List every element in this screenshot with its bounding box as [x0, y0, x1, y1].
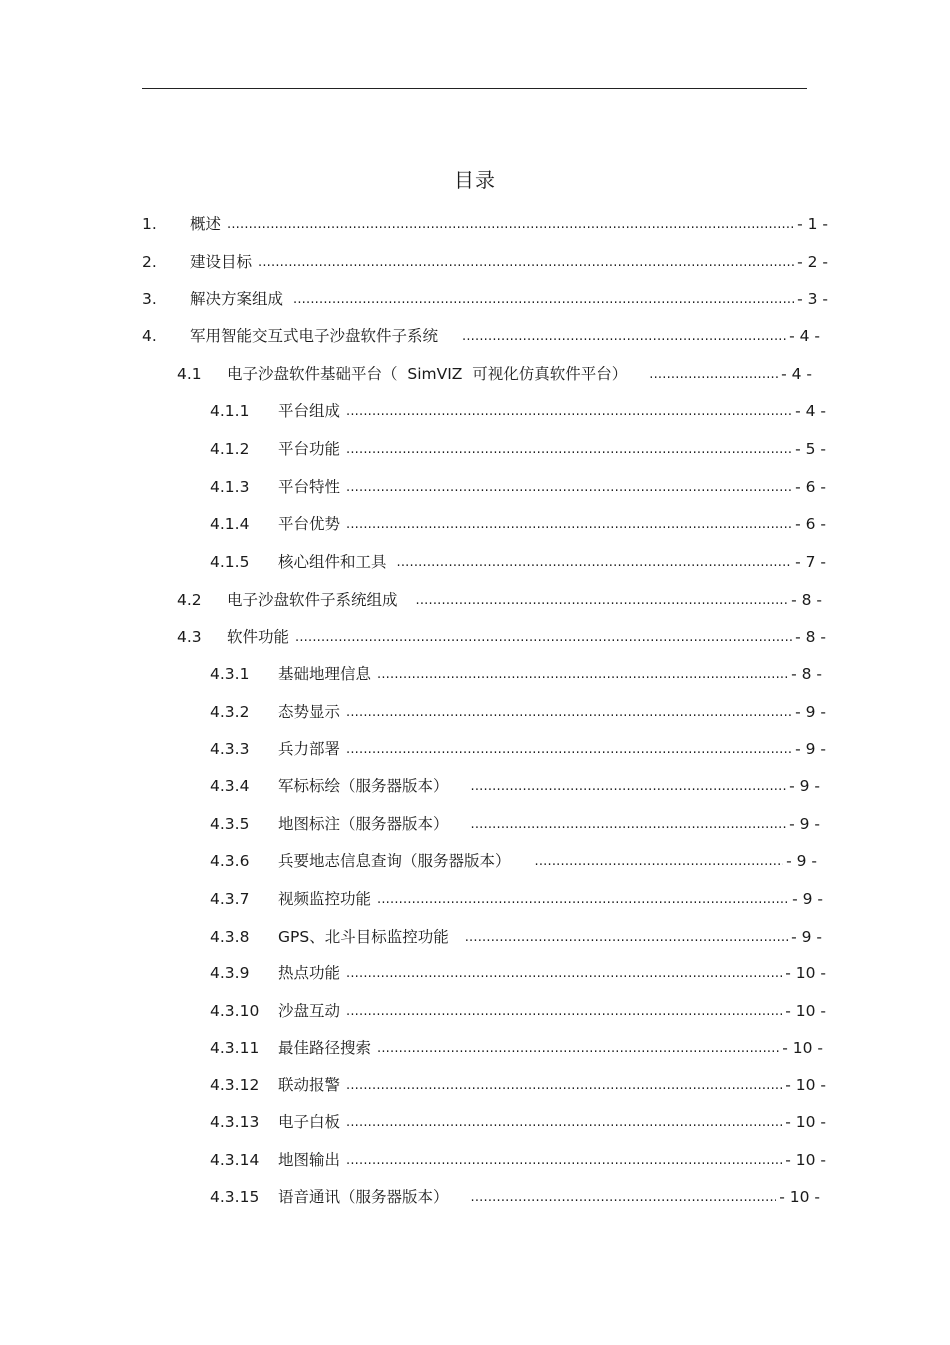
toc-entry-4-3-15[interactable] — [210, 1185, 820, 1209]
toc-entry-number: 4.1.5 — [210, 553, 250, 571]
toc-entry-leader — [346, 699, 792, 725]
toc-entry-label: 解决方案组成 — [190, 290, 284, 308]
toc-entry-label: 语音通讯（服务器版本） — [278, 1188, 449, 1206]
toc-entry-number: 4.3.11 — [210, 1039, 260, 1057]
toc-entry-label: 平台组成 — [278, 402, 341, 420]
toc-entry-page: - 9 - — [795, 740, 826, 758]
toc-entry-label: 电子沙盘软件子系统组成 — [227, 591, 398, 609]
toc-entry-page: - 6 - — [795, 478, 826, 496]
toc-entry-label: GPS、北斗目标监控功能 — [278, 928, 449, 946]
toc-entry-number: 4.3.7 — [210, 890, 250, 908]
toc-entry-leader — [465, 924, 788, 950]
toc-entry-4-3-14[interactable] — [210, 1148, 826, 1172]
toc-entry-page: - 3 - — [797, 290, 828, 308]
toc-entry-number: 4.3.5 — [210, 815, 250, 833]
toc-entry-4-3-3[interactable] — [210, 737, 826, 761]
toc-entry-label: 军标标绘（服务器版本） — [278, 777, 449, 795]
toc-entry-4-2[interactable] — [177, 588, 822, 612]
toc-entry-number: 4.2 — [177, 591, 202, 609]
toc-entry-4-1-5[interactable] — [210, 550, 826, 574]
toc-entry-number: 4.1.3 — [210, 478, 250, 496]
toc-entry-label: 核心组件和工具 — [278, 553, 387, 571]
toc-entry-label: 态势显示 — [278, 703, 341, 721]
toc-entry-page: - 4 - — [781, 365, 812, 383]
toc-entry-page: - 10 - — [785, 1002, 826, 1020]
toc-entry-label: 兵力部署 — [278, 740, 341, 758]
toc-entry-label: 地图标注（服务器版本） — [278, 815, 449, 833]
toc-entry-leader — [471, 811, 787, 837]
toc-entry-4-3-4[interactable] — [210, 774, 820, 798]
toc-entry-4-3[interactable] — [177, 625, 826, 649]
toc-entry-page: - 10 - — [782, 1039, 823, 1057]
toc-entry-number: 4.3 — [177, 628, 202, 646]
toc-entry-label: 软件功能 — [227, 628, 290, 646]
toc-entry-number: 4.3.15 — [210, 1188, 260, 1206]
toc-entry-leader — [346, 1147, 782, 1173]
toc-entry-4-3-11[interactable] — [210, 1036, 823, 1060]
toc-entry-number: 4.1.2 — [210, 440, 250, 458]
toc-entry-label: 热点功能 — [278, 964, 341, 982]
toc-entry-leader — [377, 661, 788, 687]
toc-entry-4-3-7[interactable] — [210, 887, 823, 911]
toc-entry-1[interactable] — [142, 212, 828, 236]
toc-entry-4-3-9[interactable] — [210, 961, 826, 985]
toc-entry-label: 军用智能交互式电子沙盘软件子系统 — [190, 327, 439, 345]
toc-entry-page: - 4 - — [795, 402, 826, 420]
toc-entry-page: - 8 - — [791, 591, 822, 609]
toc-entry-number: 4.3.3 — [210, 740, 250, 758]
toc-entry-page: - 9 - — [792, 890, 823, 908]
toc-entry-page: - 1 - — [797, 215, 828, 233]
toc-entry-number: 4.3.13 — [210, 1113, 260, 1131]
toc-entry-page: - 10 - — [779, 1188, 820, 1206]
toc-entry-label: 平台功能 — [278, 440, 341, 458]
toc-entry-4-3-1[interactable] — [210, 662, 822, 686]
toc-entry-label: 最佳路径搜索 — [278, 1039, 372, 1057]
toc-entry-label: 电子沙盘软件基础平台（ SimVIZ 可视化仿真软件平台） — [227, 365, 628, 383]
toc-entry-leader — [346, 1109, 782, 1135]
toc-entry-page: - 4 - — [789, 327, 820, 345]
toc-entry-4-3-12[interactable] — [210, 1073, 826, 1097]
toc-entry-page: - 9 - — [789, 777, 820, 795]
toc-entry-page: - 9 - — [795, 703, 826, 721]
toc-entry-number: 2. — [142, 253, 157, 271]
toc-entry-number: 4.1.4 — [210, 515, 250, 533]
toc-entry-leader — [295, 624, 792, 650]
toc-entry-4-1[interactable] — [177, 362, 812, 386]
toc-entry-number: 4.3.1 — [210, 665, 250, 683]
toc-entry-leader — [346, 398, 792, 424]
toc-entry-leader — [346, 511, 792, 537]
toc-entry-4-3-2[interactable] — [210, 700, 826, 724]
toc-entry-page: - 6 - — [795, 515, 826, 533]
toc-entry-number: 4.3.4 — [210, 777, 250, 795]
toc-entry-leader — [293, 286, 794, 312]
toc-entry-leader — [649, 361, 778, 387]
toc-entry-label: 沙盘互动 — [278, 1002, 341, 1020]
toc-entry-number: 4.3.12 — [210, 1076, 260, 1094]
toc-entry-page: - 9 - — [791, 928, 822, 946]
toc-entry-leader — [346, 1072, 782, 1098]
toc-entry-page: - 7 - — [795, 553, 826, 571]
toc-entry-label: 兵要地志信息查询（服务器版本） — [278, 852, 511, 870]
toc-entry-number: 4.3.2 — [210, 703, 250, 721]
toc-entry-4[interactable] — [142, 324, 820, 348]
toc-entry-page: - 9 - — [789, 815, 820, 833]
toc-entry-4-3-13[interactable] — [210, 1110, 826, 1134]
toc-entry-number: 4.3.14 — [210, 1151, 260, 1169]
toc-entry-page: - 5 - — [795, 440, 826, 458]
toc-entry-label: 地图输出 — [278, 1151, 341, 1169]
toc-entry-leader — [346, 474, 792, 500]
toc-entry-leader — [346, 436, 792, 462]
toc-entry-number: 4.3.8 — [210, 928, 250, 946]
toc-entry-page: - 10 - — [785, 1076, 826, 1094]
toc-entry-number: 3. — [142, 290, 157, 308]
toc-entry-4-3-6[interactable] — [210, 849, 817, 873]
toc-entry-label: 建设目标 — [190, 253, 253, 271]
toc-entry-number: 4.3.6 — [210, 852, 250, 870]
toc-entry-number: 4. — [142, 327, 157, 345]
toc-entry-leader — [258, 249, 794, 275]
toc-entry-leader — [471, 1184, 777, 1210]
toc-entry-page: - 10 - — [785, 1113, 826, 1131]
toc-entry-label: 概述 — [190, 215, 222, 233]
toc-entry-number: 1. — [142, 215, 157, 233]
toc-entry-leader — [346, 960, 782, 986]
toc-entry-page: - 8 - — [791, 665, 822, 683]
toc-entry-page: - 8 - — [795, 628, 826, 646]
toc-entry-label: 联动报警 — [278, 1076, 341, 1094]
toc-entry-label: 平台优势 — [278, 515, 341, 533]
toc-entry-4-1-3[interactable] — [210, 475, 826, 499]
toc-entry-leader — [377, 1035, 779, 1061]
toc-entry-4-3-8[interactable] — [210, 925, 822, 949]
toc-entry-label: 视频监控功能 — [278, 890, 372, 908]
toc-entry-4-1-4[interactable] — [210, 512, 826, 536]
toc-entry-page: - 2 - — [797, 253, 828, 271]
toc-entry-leader — [462, 323, 786, 349]
toc-entry-label: 平台特性 — [278, 478, 341, 496]
toc-entry-2[interactable] — [142, 250, 828, 274]
toc-entry-4-3-10[interactable] — [210, 999, 826, 1023]
toc-title: 目录 — [454, 168, 496, 192]
toc-entry-leader — [535, 848, 784, 874]
toc-entry-3[interactable] — [142, 287, 828, 311]
toc-entry-number: 4.3.10 — [210, 1002, 260, 1020]
toc-entry-leader — [346, 998, 782, 1024]
toc-entry-leader — [377, 886, 789, 912]
toc-entry-4-3-5[interactable] — [210, 812, 820, 836]
toc-entry-page: - 10 - — [785, 1151, 826, 1169]
toc-entry-number: 4.1.1 — [210, 402, 250, 420]
toc-entry-leader — [416, 587, 789, 613]
toc-entry-leader — [397, 549, 793, 575]
toc-entry-page: - 9 - — [786, 852, 817, 870]
toc-entry-label: 电子白板 — [278, 1113, 341, 1131]
toc-entry-number: 4.1 — [177, 365, 202, 383]
toc-entry-label: 基础地理信息 — [278, 665, 372, 683]
toc-entry-4-1-1[interactable] — [210, 399, 826, 423]
toc-entry-4-1-2[interactable] — [210, 437, 826, 461]
toc-entry-number: 4.3.9 — [210, 964, 250, 982]
toc-entry-leader — [471, 773, 787, 799]
toc-entry-page: - 10 - — [785, 964, 826, 982]
toc-entry-leader — [346, 736, 792, 762]
toc-entry-leader — [227, 211, 794, 237]
